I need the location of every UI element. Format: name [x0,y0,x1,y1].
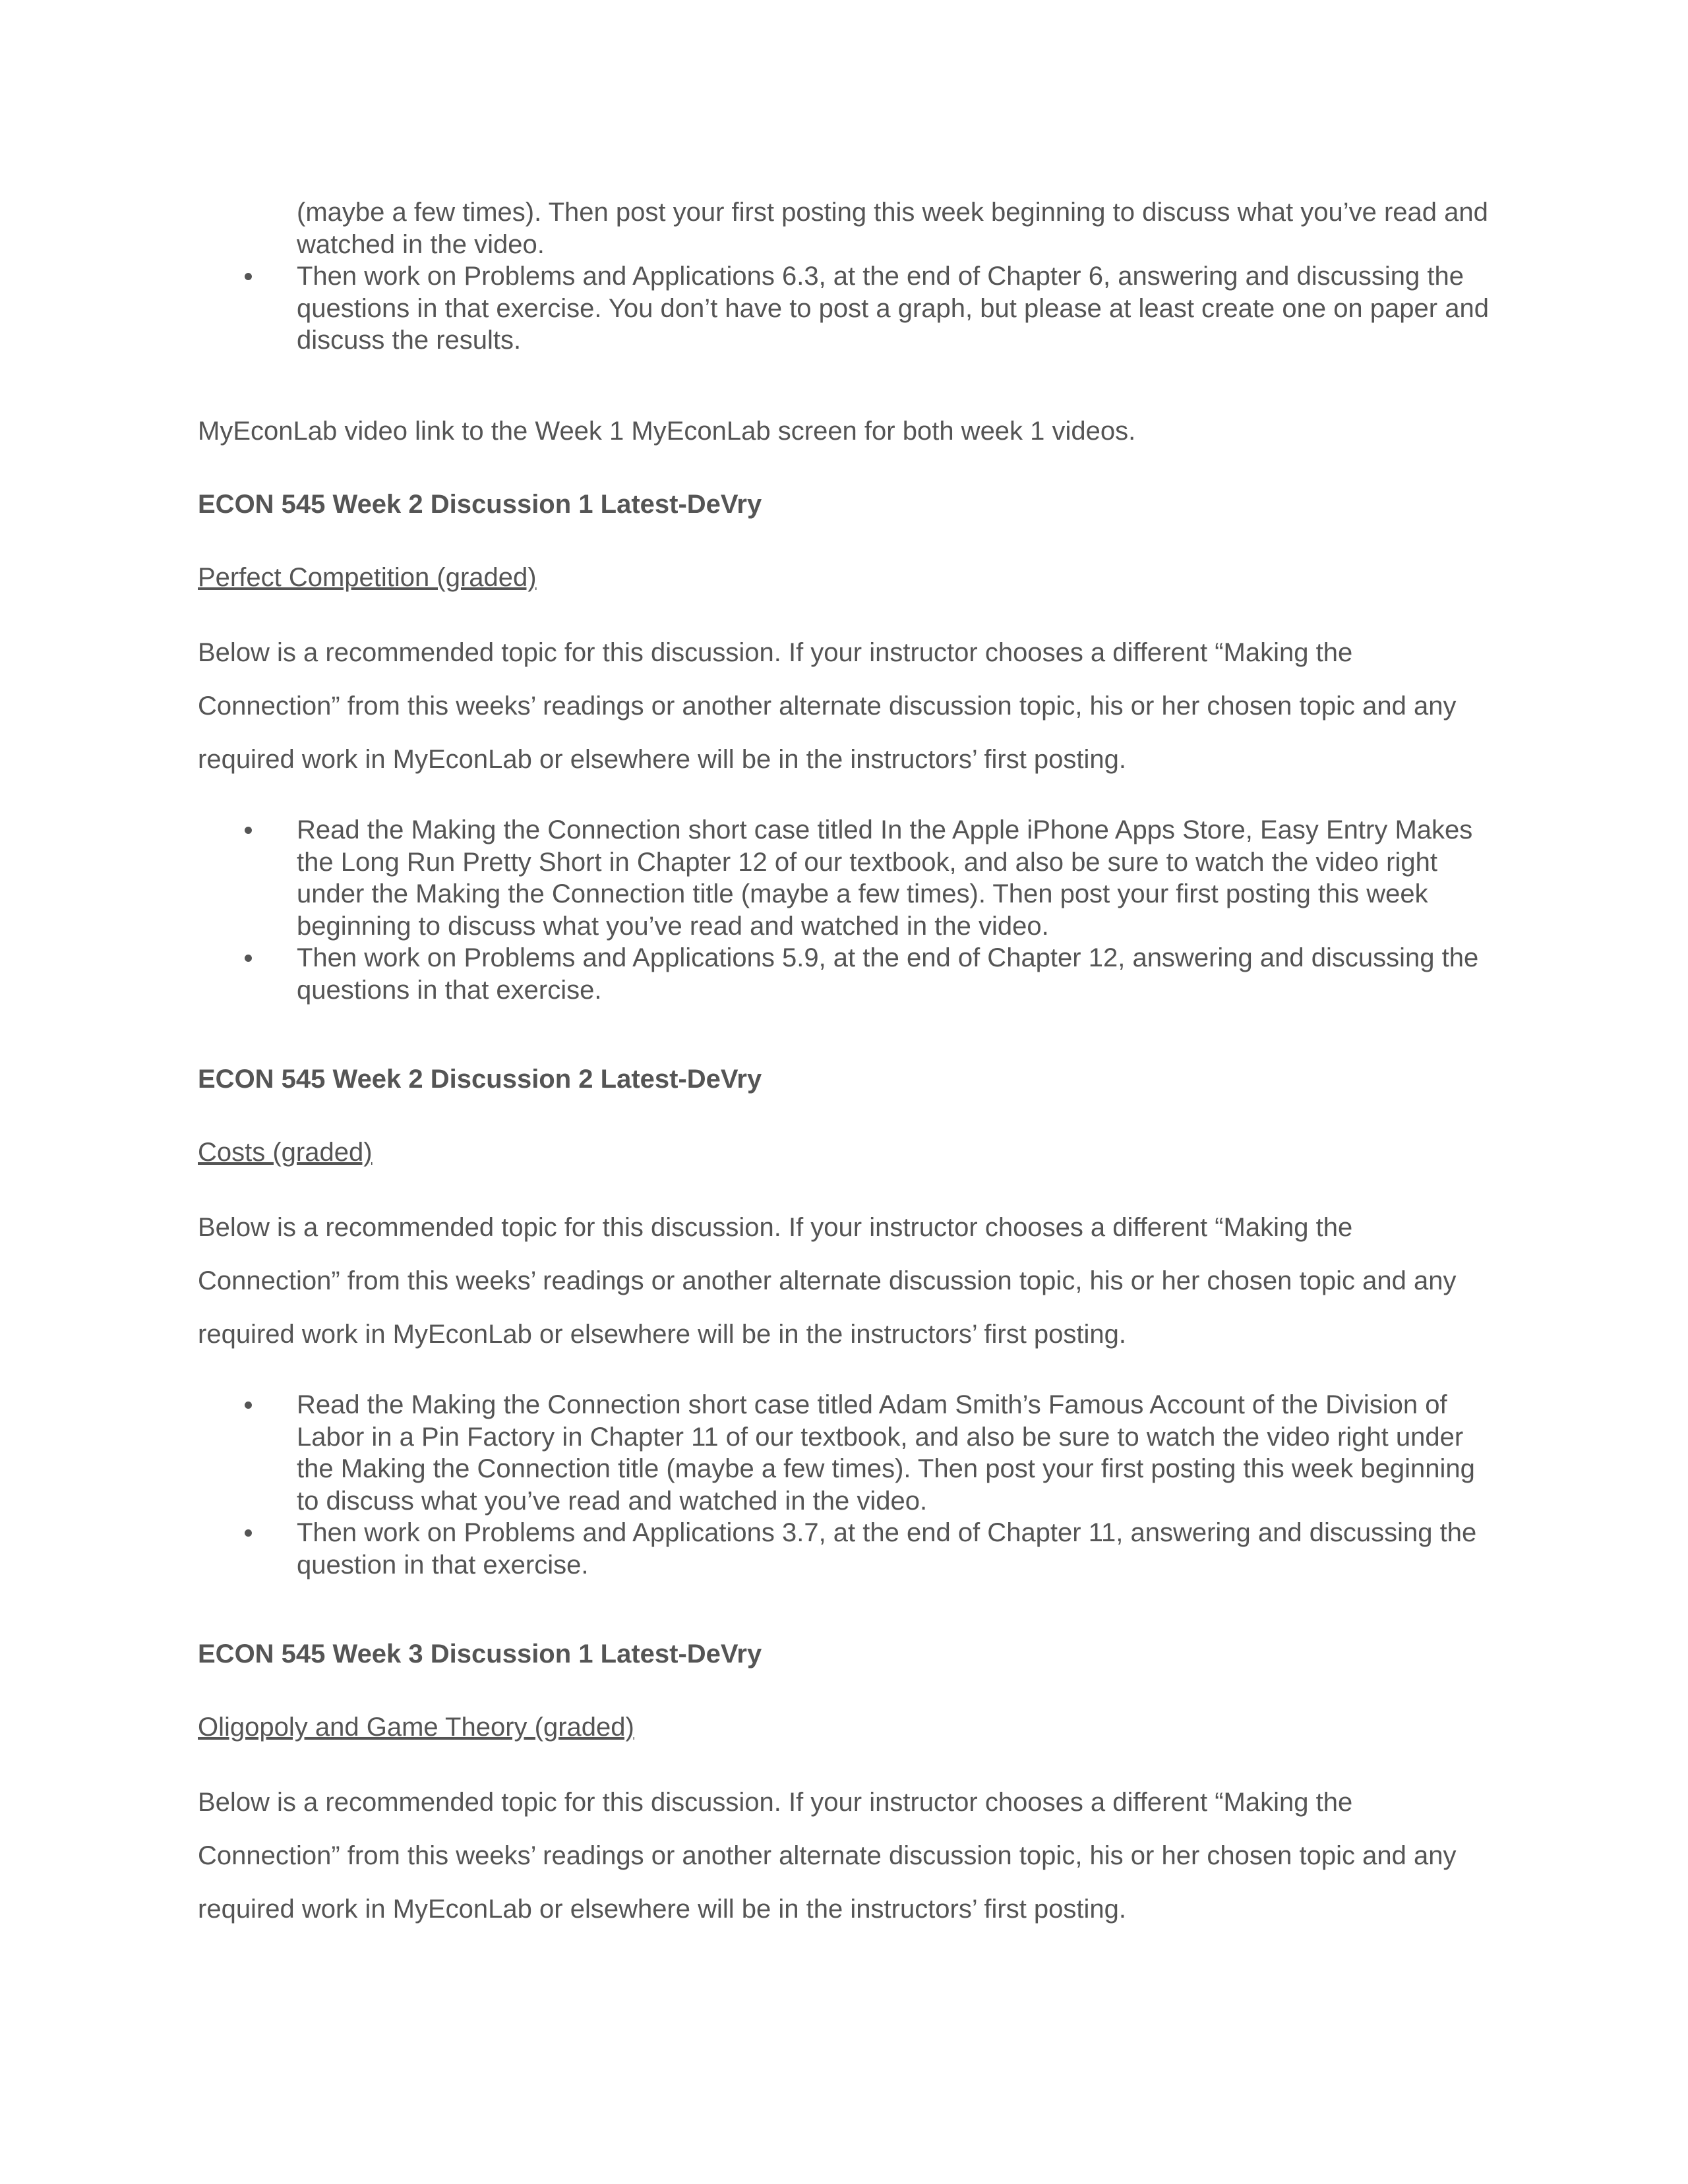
list-item [198,1517,1490,1581]
section-paragraph: Below is a recommended topic for this discussion. If your instructor chooses a different “Making the Connection” from this weeks’ readings or another alternate discussion topic, his or her chosen topic and any required work in MyEconLab or elsewhere will be in the instructors’ first posting. [198,638,1457,774]
bullet-icon [245,955,252,962]
list-item [198,1389,1490,1517]
bullet-icon [245,827,252,834]
list-item-text: Read the Making the Connection short case titled Adam Smith’s Famous Account of the Division of Labor in a Pin Factory in Chapter 11 of our textbook, and also be sure to watch the video right under the Making the Connection title (maybe a few times). Then post your first posting this week beginning to discuss what you’ve read and watched in the video. [297,1390,1475,1516]
section-paragraph: Below is a recommended topic for this discussion. If your instructor chooses a different “Making the Connection” from this weeks’ readings or another alternate discussion topic, his or her chosen topic and any required work in MyEconLab or elsewhere will be in the instructors’ first posting. [198,1788,1457,1924]
bullet-icon [245,1529,252,1537]
list-item [198,942,1490,1006]
section-heading: ECON 545 Week 2 Discussion 2 Latest-DeVry [198,1065,762,1094]
list-item-text: Then work on Problems and Applications 5.9, at the end of Chapter 12, answering and discussing the questions in that exercise. [297,943,1479,1005]
bullet-icon [245,273,252,280]
list-item [198,260,1490,357]
list-item-text: Then work on Problems and Applications 6.3, at the end of Chapter 6, answering and discussing the questions in that exercise. You don’t have to post a graph, but please at least create one on paper and discuss the results. [297,262,1489,355]
list-item-text: Read the Making the Connection short case titled In the Apple iPhone Apps Store, Easy Entry Makes the Long Run Pretty Short in Chapter 12 of our textbook, and also be sure to watch the video right under the Making the Connection title (maybe a few times). Then post your first posting this week beginning to discuss what you’ve read and watched in the video. [297,815,1473,941]
list-item-text: Then work on Problems and Applications 3.7, at the end of Chapter 11, answering and discussing the question in that exercise. [297,1518,1477,1579]
section-bullet-list [198,814,1490,1006]
intro-bullet-list [198,260,1490,357]
section-heading: ECON 545 Week 2 Discussion 1 Latest-DeVry [198,490,762,519]
section-subheading: Oligopoly and Game Theory (graded) [198,1713,634,1742]
section-paragraph: Below is a recommended topic for this discussion. If your instructor chooses a different “Making the Connection” from this weeks’ readings or another alternate discussion topic, his or her chosen topic and any required work in MyEconLab or elsewhere will be in the instructors’ first posting. [198,1213,1457,1349]
intro-continuation: (maybe a few times). Then post your first posting this week beginning to discuss what you’ve read and watched in the video. [297,198,1488,259]
section-heading: ECON 545 Week 3 Discussion 1 Latest-DeVry [198,1639,762,1668]
list-item [198,814,1490,942]
section-subheading: Perfect Competition (graded) [198,563,537,592]
section-bullet-list [198,1389,1490,1581]
link-note: MyEconLab video link to the Week 1 MyEconLab screen for both week 1 videos. [198,417,1136,446]
bullet-icon [245,1402,252,1409]
section-subheading: Costs (graded) [198,1138,373,1167]
